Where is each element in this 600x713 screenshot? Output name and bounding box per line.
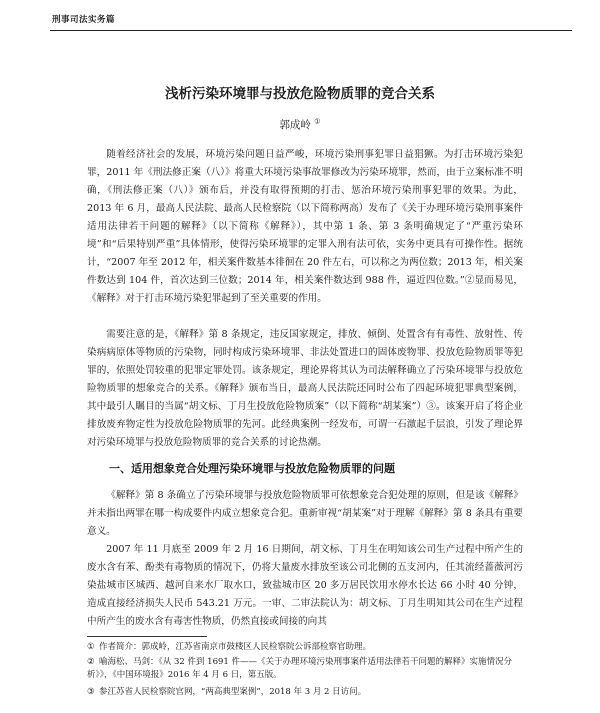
author-footnote-mark: ① (314, 117, 321, 126)
footnote-1 (87, 641, 523, 654)
footnote-2 (87, 656, 523, 681)
footnote-1-text: 作者简介：郭成岭，江苏省南京市鼓楼区人民检察院公诉部检察官助理。 (99, 642, 372, 652)
section-heading-1: 一、适用想象竞合处理污染环境罪与投放危险物质罪的问题 (109, 462, 395, 475)
paragraph-3: 《解释》第 8 条确立了污染环境罪与投放危险物质罪可依想象竞合犯处理的原则，但是该《解释》并未指出两罪在哪一构成要件内成立想象竞合犯。重新审视“胡某案”对于理解《解释》第 8 条具有重要意义。 (87, 490, 523, 537)
footnote-rule (87, 636, 207, 637)
footnote-1-mark: ① (87, 642, 95, 652)
header-rule (50, 30, 572, 31)
running-header: 刑事司法实务篇 (52, 15, 116, 25)
footnote-3 (87, 686, 523, 699)
paragraph-2: 需要注意的是，《解释》第 8 条规定，违反国家规定，排放、倾倒、处置含有有毒性、放射性、传染病病原体等物质的污染物，同时构成污染环境罪、非法处置进口的固体废物罪、投放危险物质罪等犯罪的，依照处罚较重的犯罪定罪处罚。该条规定，理论界将其认为司法解释确立了污染环境罪与投放危险物质罪的想象竞合的关系。《解释》颁布当日，最高人民法院还同时公布了四起环境犯罪典型案例，其中最引人瞩目的当属“胡文标、丁月生投放危险物质案”（以下简称“胡某案”）③。该案开启了将企业排放废弃物定性为投放危险物质罪的先河。此经典案例一经发布，可谓一石激起千层浪，引发了理论界对污染环境罪与投放危险物质罪的竞合关系的讨论热潮。 (87, 329, 523, 448)
paragraph-1: 随着经济社会的发展，环境污染问题日益严峻，环境污染刑事犯罪日益猖獗。为打击环境污染犯罪，2011 年《刑法修正案（八）》将重大环境污染事故罪修改为污染环境罪，然而，由于立案标准不明确，《刑法修正案（八）》颁布后，并没有取得预期的打击、惩治环境污染刑事犯罪的效果。为此，2013 年 6 月，最高人民法院、最高人民检察院（以下简称两高）发布了《关于办理环境污染刑事案件适用法律若干问题的解释》（以下简称《解释》），其中第 1 条、第 3 条明确规定了“严重污染环境”和“后果特别严重”具体情形，使得污染环境罪的定罪入刑有法可依，实务中更具有可操作性。据统计，“2007 年至 2012 年，相关案件数基本徘徊在 20 件左右，可以称之为两位数；2013 年，相关案件数达到 104 件，首次达到三位数；2014 年，相关案件数达到 988 件，逼近四位数。”②显而易见，《解释》对于打击环境污染犯罪起到了至关重要的作用。 (87, 149, 523, 304)
author-name: 郭成岭 (279, 119, 311, 131)
footnote-2-text: 喻海松、马剑：《从 32 件到 1691 件——《关于办理环境污染刑事案件适用法律若干问题的解释》实施情况分析》》，《中国环境报》2016 年 4 月 6 日，第五版。 (87, 657, 513, 680)
footnote-2-mark: ② (87, 657, 95, 667)
footnote-3-text: 参江苏省人民检察院官网，“两高典型案例”，2018 年 3 月 2 日访问。 (99, 687, 367, 697)
article-title: 浅析污染环境罪与投放危险物质罪的竞合关系 (165, 86, 435, 102)
author-line (0, 117, 600, 132)
footnote-3-mark: ③ (87, 687, 95, 697)
paragraph-4: 2007 年 11 月底至 2009 年 2 月 16 日期间，胡文标、丁月生在明知该公司生产过程中所产生的废水含有苯、酚类有毒物质的情况下，仍将大量废水排放至该公司北侧的五支河内，任其流经蔷薇河污染盐城市区城西、越河自来水厂取水口，致盐城市区 20 多万居民饮用水停水长达 66 小时 40 分钟，造成直接经济损失人民币 543.21 万元。一审、二审法院认为：胡文标、丁月生明知其公司在生产过程中所产生的废水含有毒害性物质，仍然直接或间接的向其 (87, 544, 523, 627)
